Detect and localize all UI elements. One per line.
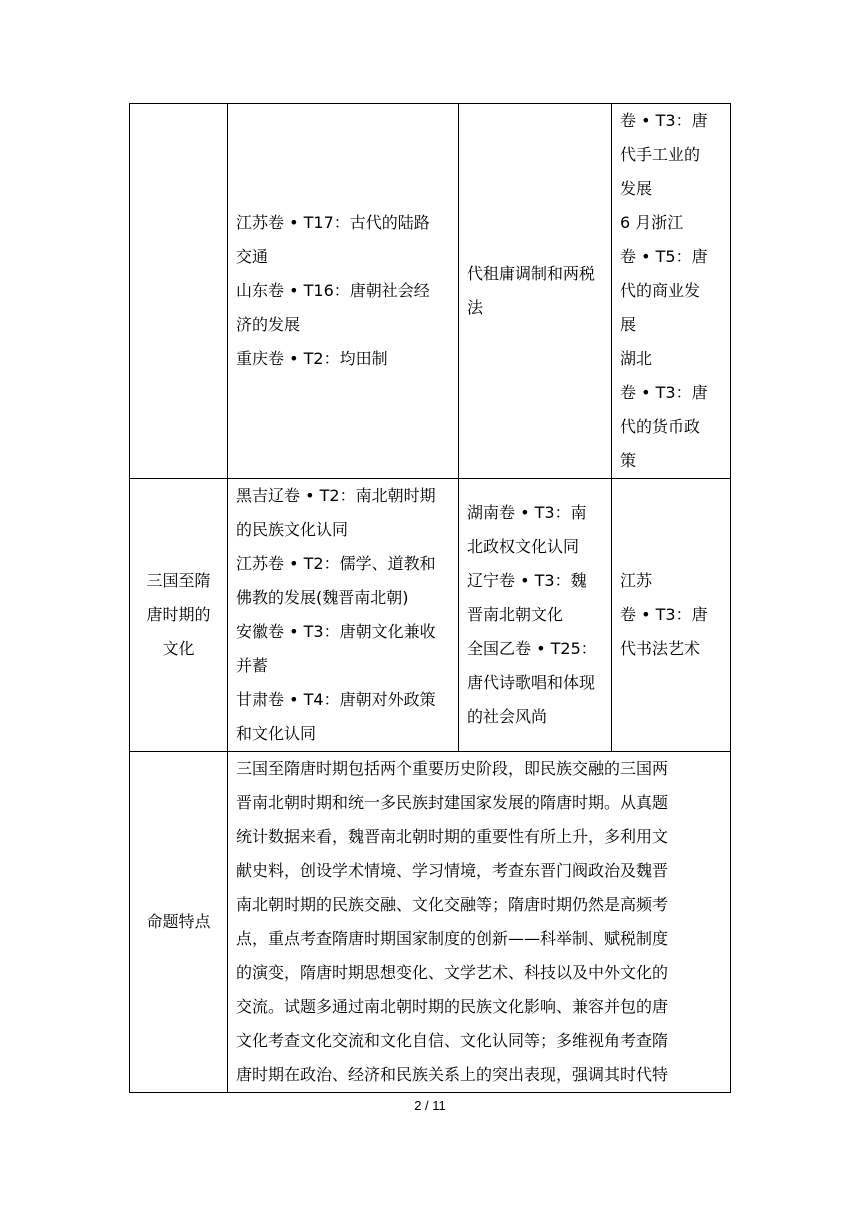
text-line: 江苏卷 • T2：儒学、道教和: [236, 554, 436, 573]
text-line: 的社会风尚: [467, 707, 548, 726]
text-line: 安徽卷 • T3：唐朝文化兼收: [236, 622, 436, 641]
text-line: 命题特点: [146, 912, 211, 931]
text-line: 交流。试题多通过南北朝时期的民族文化影响、兼容并包的唐: [236, 997, 669, 1016]
text-line: 和文化认同: [236, 724, 317, 743]
text-line: 湖南卷 • T3：南: [467, 503, 587, 522]
text-line: 辽宁卷 • T3：魏: [467, 571, 587, 590]
row2-col2-cell: [228, 479, 459, 752]
text-line: 卷 • T3：唐: [620, 111, 708, 130]
text-line: 北政权文化认同: [467, 537, 580, 556]
text-line: 唐代诗歌唱和体现: [467, 673, 596, 692]
text-line: 代租庸调制和两税: [467, 264, 596, 283]
text-line: 全国乙卷 • T25：: [467, 639, 597, 658]
exam-analysis-table: [129, 103, 731, 1093]
text-line: 发展: [620, 179, 653, 198]
text-line: 文化考查文化交流和文化自信、文化认同等；多维视角考查隋: [236, 1031, 669, 1050]
text-line: 点，重点考查隋唐时期国家制度的创新——科举制、赋税制度: [236, 929, 669, 948]
text-line: 晋南北朝文化: [467, 605, 564, 624]
text-line: 献史料，创设学术情境、学习情境，考查东晋门阀政治及魏晋: [236, 861, 669, 880]
row1-col2-cell: [228, 104, 459, 479]
text-line: 并蓄: [236, 656, 269, 675]
text-line: 卷 • T5：唐: [620, 247, 708, 266]
text-line: 黑吉辽卷 • T2：南北朝时期: [236, 486, 436, 505]
text-line: 济的发展: [236, 315, 301, 334]
text-line: 唐时期在政治、经济和民族关系上的突出表现，强调其时代特: [236, 1065, 669, 1084]
text-line: 甘肃卷 • T4：唐朝对外政策: [236, 690, 436, 709]
text-line: 代书法艺术: [620, 639, 701, 658]
text-line: 佛教的发展(魏晋南北朝): [236, 588, 409, 607]
text-line: 南北朝时期的民族交融、文化交融等；隋唐时期仍然是高频考: [236, 895, 669, 914]
text-line: 文化: [162, 639, 195, 658]
text-line: 的民族文化认同: [236, 520, 349, 539]
row2-col3-cell: [459, 479, 612, 752]
text-line: 的演变，隋唐时期思想变化、文学艺术、科技以及中外文化的: [236, 963, 669, 982]
text-line: 唐时期的: [146, 605, 211, 624]
text-line: 三国至隋: [146, 571, 211, 590]
row2-col4-cell: [612, 479, 731, 752]
text-line: 山东卷 • T16：唐朝社会经: [236, 281, 430, 300]
table-row: [130, 479, 731, 752]
text-line: 重庆卷 • T2：均田制: [236, 349, 388, 368]
text-line: 江苏卷 • T17：古代的陆路: [236, 213, 430, 232]
page-number: 2 / 11: [414, 1098, 446, 1113]
text-line: 代的商业发: [620, 281, 701, 300]
text-line: 晋南北朝时期和统一多民族封建国家发展的隋唐时期。从真题: [236, 793, 669, 812]
text-line: 代的货币政: [620, 417, 701, 436]
text-line: 卷 • T3：唐: [620, 605, 708, 624]
table-row: [130, 752, 731, 1093]
row1-col4-cell: [612, 104, 731, 479]
row2-label-cell: [130, 479, 228, 752]
text-line: 江苏: [620, 571, 653, 590]
table-row: [130, 104, 731, 479]
text-line: 代手工业的: [620, 145, 701, 164]
text-line: 法: [467, 298, 484, 317]
text-line: 策: [620, 451, 637, 470]
text-line: 展: [620, 315, 637, 334]
row1-col3-cell: [459, 104, 612, 479]
proposition-features-text: [228, 752, 731, 1093]
text-line: 交通: [236, 247, 269, 266]
row1-label-cell: [130, 104, 228, 479]
text-line: 统计数据来看，魏晋南北朝时期的重要性有所上升，多利用文: [236, 827, 669, 846]
text-line: 三国至隋唐时期包括两个重要历史阶段，即民族交融的三国两: [236, 759, 669, 778]
row3-label-cell: [130, 752, 228, 1093]
text-line: 6 月浙江: [620, 213, 684, 232]
text-line: 湖北: [620, 349, 653, 368]
text-line: 卷 • T3：唐: [620, 383, 708, 402]
